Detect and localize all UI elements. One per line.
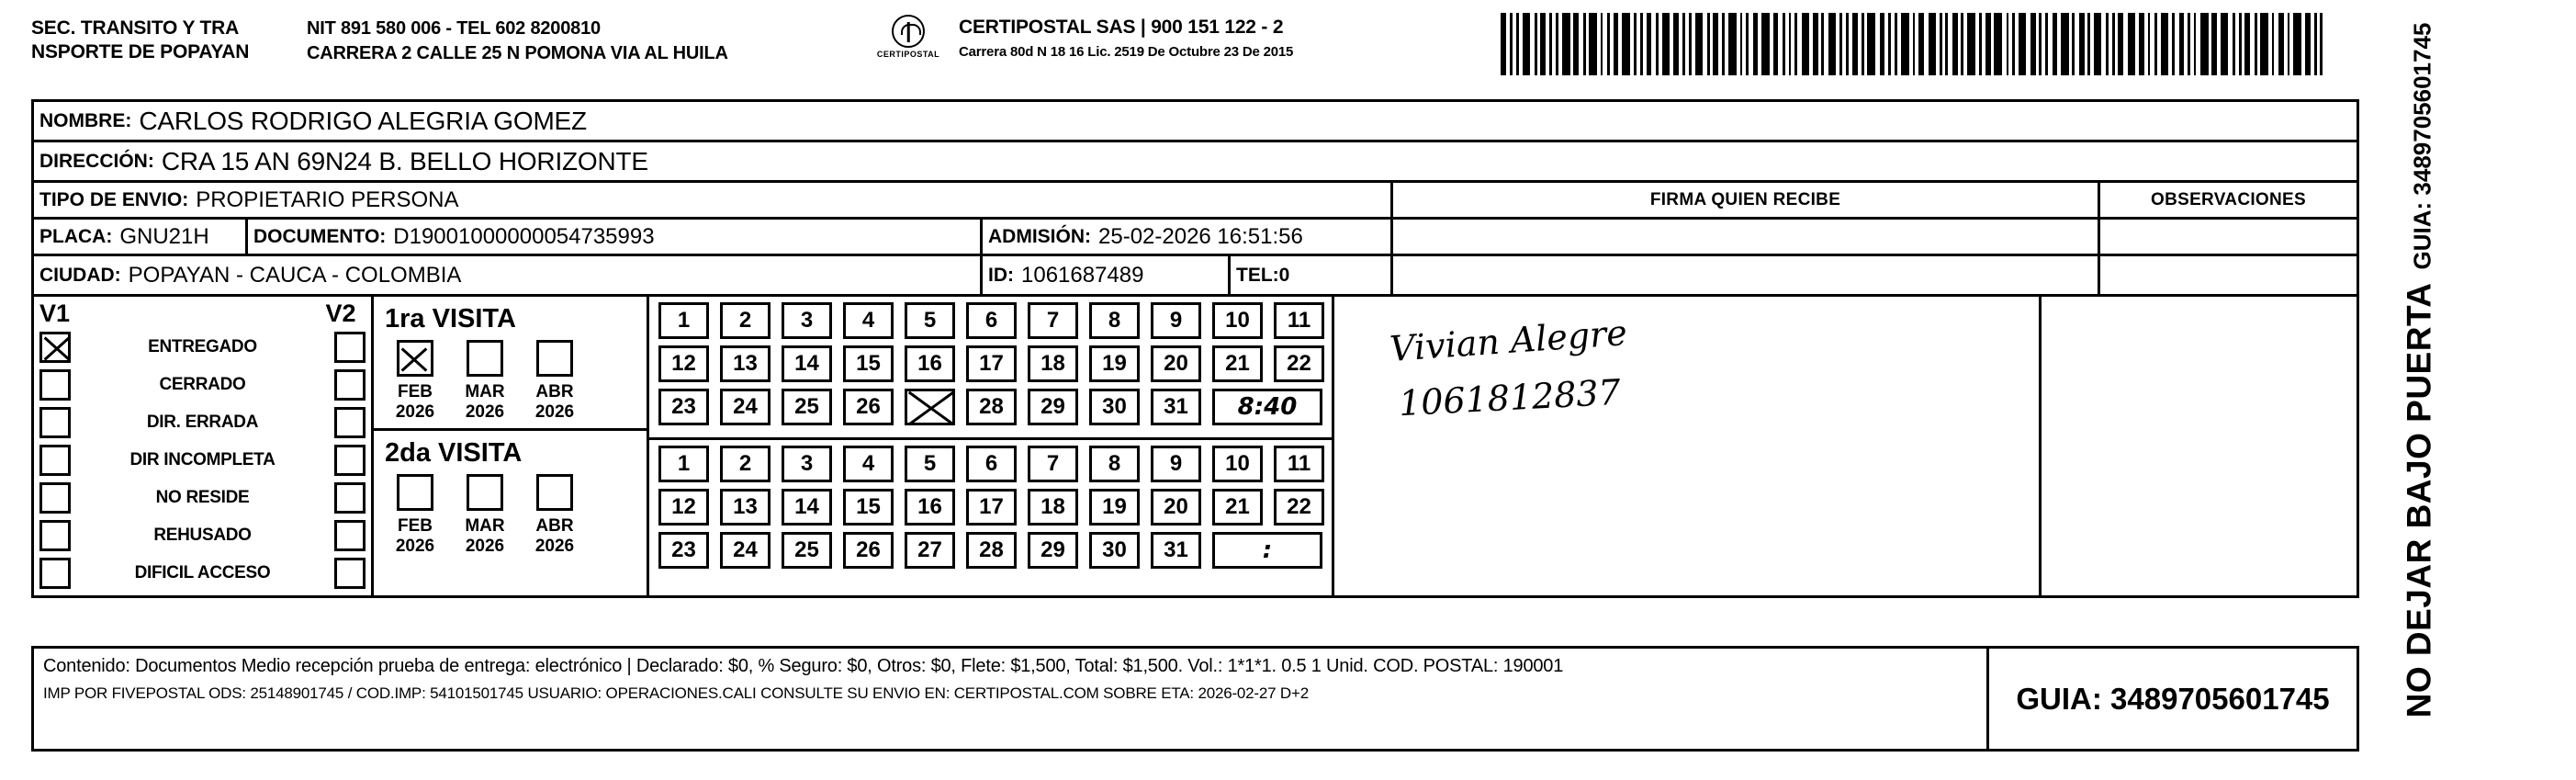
ciudad-group xyxy=(34,256,1393,294)
sender-line-1: SEC. TRANSITO Y TRA xyxy=(31,17,240,39)
delivery-time-field[interactable]: 8:40 xyxy=(1212,389,1322,425)
checkbox-month-feb[interactable] xyxy=(397,474,433,511)
id-label: ID: xyxy=(988,264,1014,286)
day-cell-29[interactable]: 29 xyxy=(1028,532,1078,569)
day-cell-4[interactable]: 4 xyxy=(843,446,894,482)
tipo-envio-label: TIPO DE ENVIO: xyxy=(39,188,189,210)
observaciones-column-header xyxy=(2100,183,2357,217)
barcode-area xyxy=(1473,7,2496,75)
day-cell-10[interactable]: 10 xyxy=(1212,446,1263,482)
observaciones-header-text: OBSERVACIONES xyxy=(2151,189,2306,209)
checkbox-month-mar[interactable] xyxy=(467,340,503,377)
visit-2-months xyxy=(383,474,641,557)
day-cell-11[interactable]: 11 xyxy=(1274,446,1324,482)
day-cell-6[interactable]: 6 xyxy=(966,302,1017,339)
checkbox-month-mar[interactable] xyxy=(467,474,503,511)
ciudad-label: CIUDAD: xyxy=(39,264,121,286)
checkbox-v2-entregado[interactable] xyxy=(334,332,366,363)
day-cell-8[interactable]: 8 xyxy=(1089,302,1140,339)
checkbox-v2-no-reside[interactable] xyxy=(334,482,366,514)
firma-column-header xyxy=(1393,183,2100,217)
row-delivery-status xyxy=(34,297,2357,595)
observaciones-area[interactable] xyxy=(2042,297,2357,595)
day-cell-24[interactable]: 24 xyxy=(720,532,771,569)
day-cell-19[interactable]: 19 xyxy=(1089,345,1140,382)
admision-value: 25-02-2026 16:51:56 xyxy=(1098,223,1303,249)
day-cell-20[interactable]: 20 xyxy=(1151,345,1201,382)
row-direccion xyxy=(34,142,2357,183)
status-row xyxy=(39,328,366,366)
documento-cell xyxy=(245,220,980,254)
day-cell-14[interactable]: 14 xyxy=(782,489,832,526)
day-cell-27[interactable] xyxy=(905,389,955,425)
day-row xyxy=(658,446,1324,482)
signature-handwritten-name: Vivian Alegre xyxy=(1388,312,1629,369)
day-cell-22[interactable]: 22 xyxy=(1274,345,1324,382)
checkbox-v1-no-reside[interactable] xyxy=(39,482,71,514)
day-cell-18[interactable]: 18 xyxy=(1028,489,1078,526)
day-cell-13[interactable]: 13 xyxy=(720,345,771,382)
label-body xyxy=(31,99,2359,598)
day-cell-26[interactable]: 26 xyxy=(843,389,894,425)
do-not-leave-strip xyxy=(2364,22,2474,718)
label-header xyxy=(17,7,2496,96)
placa-cell xyxy=(34,220,245,254)
sender-nit: NIT 891 580 006 - TEL 602 8200810 xyxy=(307,18,601,39)
checkbox-month-abr[interactable] xyxy=(536,474,573,511)
month-year: 2026 xyxy=(395,402,435,422)
day-cell-2[interactable]: 2 xyxy=(720,446,771,482)
day-cell-19[interactable]: 19 xyxy=(1089,489,1140,526)
day-row xyxy=(658,389,1324,425)
month-option xyxy=(456,340,513,423)
tel-label: TEL: xyxy=(1236,264,1279,286)
visit-1-days xyxy=(649,297,1332,437)
v-heading-row xyxy=(39,299,366,328)
visit-2-title: 2da VISITA xyxy=(385,438,523,468)
checkbox-v2-dir-incompleta[interactable] xyxy=(334,445,366,476)
admision-label: ADMISIÓN: xyxy=(988,225,1091,247)
status-row xyxy=(39,366,366,403)
month-name: MAR xyxy=(465,382,505,401)
barcode-image xyxy=(1501,13,2327,75)
placa-doc-group xyxy=(34,220,1393,254)
month-option xyxy=(456,474,513,557)
checkbox-v1-entregado[interactable] xyxy=(39,332,71,363)
day-cell-30[interactable]: 30 xyxy=(1089,532,1140,569)
day-cell-9[interactable]: 9 xyxy=(1151,302,1201,339)
id-value: 1061687489 xyxy=(1021,262,1144,288)
day-row xyxy=(658,532,1324,569)
day-cell-11[interactable]: 11 xyxy=(1274,302,1324,339)
checkbox-month-feb[interactable] xyxy=(397,340,433,377)
ciudad-value: POPAYAN - CAUCA - COLOMBIA xyxy=(128,262,462,288)
row-ciudad xyxy=(34,256,2357,297)
certipostal-logo xyxy=(858,7,959,59)
month-name: FEB xyxy=(398,382,433,401)
day-cell-31[interactable]: 31 xyxy=(1151,532,1201,569)
tipo-envio-cell xyxy=(34,183,1393,217)
day-cell-30[interactable]: 30 xyxy=(1089,389,1140,425)
observaciones-spacer-2 xyxy=(2100,256,2357,294)
day-cell-16[interactable]: 16 xyxy=(905,345,955,382)
status-label: DIFICIL ACCESO xyxy=(134,562,271,582)
visit-1-months xyxy=(383,340,641,423)
nombre-label: NOMBRE: xyxy=(39,109,132,131)
checkbox-v1-dificil-acceso[interactable] xyxy=(39,558,71,589)
day-cell-23[interactable]: 23 xyxy=(658,532,709,569)
checkbox-v2-dir-errada[interactable] xyxy=(334,407,366,438)
visit-2-days xyxy=(649,437,1332,581)
day-cell-23[interactable]: 23 xyxy=(658,389,709,425)
day-cell-31[interactable]: 31 xyxy=(1151,389,1201,425)
tel-value: 0 xyxy=(1278,264,1290,286)
month-name: MAR xyxy=(465,516,505,536)
checkbox-month-abr[interactable] xyxy=(536,340,573,377)
day-cell-26[interactable]: 26 xyxy=(843,532,894,569)
shipping-label-sheet xyxy=(17,7,2496,770)
day-row xyxy=(658,345,1324,382)
delivery-time-field[interactable]: : xyxy=(1212,532,1322,569)
month-option xyxy=(387,474,444,557)
day-cell-28[interactable]: 28 xyxy=(966,532,1017,569)
day-cell-1[interactable]: 1 xyxy=(658,446,709,482)
status-label: DIR. ERRADA xyxy=(146,412,259,432)
vertical-guia-text: GUIA: 3489705601745 xyxy=(2408,22,2435,270)
carrier-name: CERTIPOSTAL SAS | 900 151 122 - 2 xyxy=(959,17,1284,38)
day-cell-8[interactable]: 8 xyxy=(1089,446,1140,482)
month-option xyxy=(387,340,444,423)
status-label: CERRADO xyxy=(159,374,246,394)
footer-guia: GUIA: 3489705601745 xyxy=(2016,681,2330,716)
day-cell-10[interactable]: 10 xyxy=(1212,302,1263,339)
footer-text-block xyxy=(34,649,1989,749)
tel-cell xyxy=(1228,256,1390,294)
status-row xyxy=(39,441,366,479)
day-cell-25[interactable]: 25 xyxy=(782,532,832,569)
day-cell-21[interactable]: 21 xyxy=(1212,345,1263,382)
day-cell-5[interactable]: 5 xyxy=(905,302,955,339)
day-cell-17[interactable]: 17 xyxy=(966,345,1017,382)
status-label: REHUSADO xyxy=(153,525,252,545)
month-year: 2026 xyxy=(395,537,435,556)
visit-2-block xyxy=(374,428,647,562)
month-option xyxy=(526,340,583,423)
sender-line-2: NSPORTE DE POPAYAN xyxy=(31,41,250,63)
status-label: DIR INCOMPLETA xyxy=(129,449,276,469)
day-cell-9[interactable]: 9 xyxy=(1151,446,1201,482)
status-row xyxy=(39,479,366,516)
ciudad-cell xyxy=(34,256,980,294)
status-label: NO RESIDE xyxy=(155,487,250,507)
id-cell xyxy=(980,256,1228,294)
checkbox-v1-dir-incompleta[interactable] xyxy=(39,445,71,476)
visit-1-block xyxy=(374,297,647,428)
month-option xyxy=(526,474,583,557)
sender-address: CARRERA 2 CALLE 25 N POMONA VIA AL HUILA xyxy=(307,43,728,63)
do-not-leave-text: NO DEJAR BAJO PUERTA xyxy=(2400,282,2437,718)
day-cell-7[interactable]: 7 xyxy=(1028,302,1078,339)
v1-label: V1 xyxy=(39,299,71,327)
day-cell-2[interactable]: 2 xyxy=(720,302,771,339)
checkbox-v2-dificil-acceso[interactable] xyxy=(334,558,366,589)
row-nombre xyxy=(34,102,2357,142)
footer-line-2: IMP POR FIVEPOSTAL ODS: 25148901745 / COD.IMP: 54101501745 USUARIO: OPERACIONES.CALI CONSULTE SU ENVIO EN: CERTIPOSTAL.COM SOBRE ETA: 2026-02-27 D+2 xyxy=(43,684,1309,702)
checkbox-v2-rehusado[interactable] xyxy=(334,520,366,551)
label-footer xyxy=(31,646,2359,752)
day-cell-6[interactable]: 6 xyxy=(966,446,1017,482)
day-cell-15[interactable]: 15 xyxy=(843,345,894,382)
checkbox-v2-cerrado[interactable] xyxy=(334,369,366,401)
day-cell-14[interactable]: 14 xyxy=(782,345,832,382)
day-cell-12[interactable]: 12 xyxy=(658,345,709,382)
month-name: ABR xyxy=(535,382,574,401)
day-cell-20[interactable]: 20 xyxy=(1151,489,1201,526)
status-row xyxy=(39,554,366,592)
day-cell-4[interactable]: 4 xyxy=(843,302,894,339)
status-row xyxy=(39,516,366,554)
carrier-address: Carrera 80d N 18 16 Lic. 2519 De Octubre 23 De 2015 xyxy=(959,44,1294,60)
status-checkbox-column xyxy=(34,297,374,595)
signature-handwritten-id: 1061812837 xyxy=(1398,371,1622,424)
firma-header-text: FIRMA QUIEN RECIBE xyxy=(1649,189,1841,209)
sender-contact-block xyxy=(307,7,858,66)
documento-label: DOCUMENTO: xyxy=(253,225,387,247)
day-cell-16[interactable]: 16 xyxy=(905,489,955,526)
day-cell-25[interactable]: 25 xyxy=(782,389,832,425)
day-row xyxy=(658,302,1324,339)
checkbox-v1-cerrado[interactable] xyxy=(39,369,71,401)
day-cell-22[interactable]: 22 xyxy=(1274,489,1324,526)
checkbox-v1-dir-errada[interactable] xyxy=(39,407,71,438)
checkbox-v1-rehusado[interactable] xyxy=(39,520,71,551)
v2-label: V2 xyxy=(325,299,356,327)
carrier-block xyxy=(959,7,1473,60)
day-cell-3[interactable]: 3 xyxy=(782,302,832,339)
placa-label: PLACA: xyxy=(39,225,113,247)
day-cell-13[interactable]: 13 xyxy=(720,489,771,526)
day-cell-21[interactable]: 21 xyxy=(1212,489,1263,526)
status-row xyxy=(39,403,366,441)
tipo-envio-value: PROPIETARIO PERSONA xyxy=(196,187,459,212)
month-year: 2026 xyxy=(534,537,575,556)
day-cell-15[interactable]: 15 xyxy=(843,489,894,526)
days-column xyxy=(649,297,1334,595)
status-label: ENTREGADO xyxy=(148,336,257,356)
month-year: 2026 xyxy=(465,537,505,556)
day-cell-3[interactable]: 3 xyxy=(782,446,832,482)
admision-cell xyxy=(980,220,1390,254)
umbrella-icon xyxy=(892,15,925,48)
visits-column xyxy=(374,297,649,595)
placa-value: GNU21H xyxy=(119,223,209,249)
logo-wordmark: CERTIPOSTAL xyxy=(876,50,940,59)
day-cell-5[interactable]: 5 xyxy=(905,446,955,482)
row-tipo-envio xyxy=(34,183,2357,220)
day-cell-17[interactable]: 17 xyxy=(966,489,1017,526)
day-cell-1[interactable]: 1 xyxy=(658,302,709,339)
status-list xyxy=(39,328,366,592)
direccion-label: DIRECCIÓN: xyxy=(39,150,154,172)
nombre-value: CARLOS RODRIGO ALEGRIA GOMEZ xyxy=(139,106,587,135)
direccion-value: CRA 15 AN 69N24 B. BELLO HORIZONTE xyxy=(161,146,648,175)
day-row xyxy=(658,489,1324,526)
firma-spacer-2 xyxy=(1393,256,2100,294)
documento-value: D19001000000054735993 xyxy=(393,223,655,249)
month-year: 2026 xyxy=(534,402,575,422)
month-year: 2026 xyxy=(465,402,505,422)
footer-line-1: Contenido: Documentos Medio recepción prueba de entrega: electrónico | Declarado: $0, % Seguro: $0, Otros: $0, Flete: $1,500, Total: $1,500. Vol.: 1*1*1. 0.5 1 Unid. COD. POSTAL: 190001 xyxy=(43,656,1564,676)
firma-spacer-1 xyxy=(1393,220,2100,254)
day-cell-12[interactable]: 12 xyxy=(658,489,709,526)
day-cell-18[interactable]: 18 xyxy=(1028,345,1078,382)
day-cell-28[interactable]: 28 xyxy=(966,389,1017,425)
month-name: FEB xyxy=(398,516,433,536)
signature-area[interactable] xyxy=(1334,297,2042,595)
month-name: ABR xyxy=(535,516,574,536)
row-placa-documento xyxy=(34,220,2357,256)
sender-block xyxy=(31,7,307,65)
day-cell-24[interactable]: 24 xyxy=(720,389,771,425)
day-cell-7[interactable]: 7 xyxy=(1028,446,1078,482)
visit-1-title: 1ra VISITA xyxy=(385,304,516,333)
day-cell-29[interactable]: 29 xyxy=(1028,389,1078,425)
observaciones-spacer-1 xyxy=(2100,220,2357,254)
day-cell-27[interactable]: 27 xyxy=(905,532,955,569)
